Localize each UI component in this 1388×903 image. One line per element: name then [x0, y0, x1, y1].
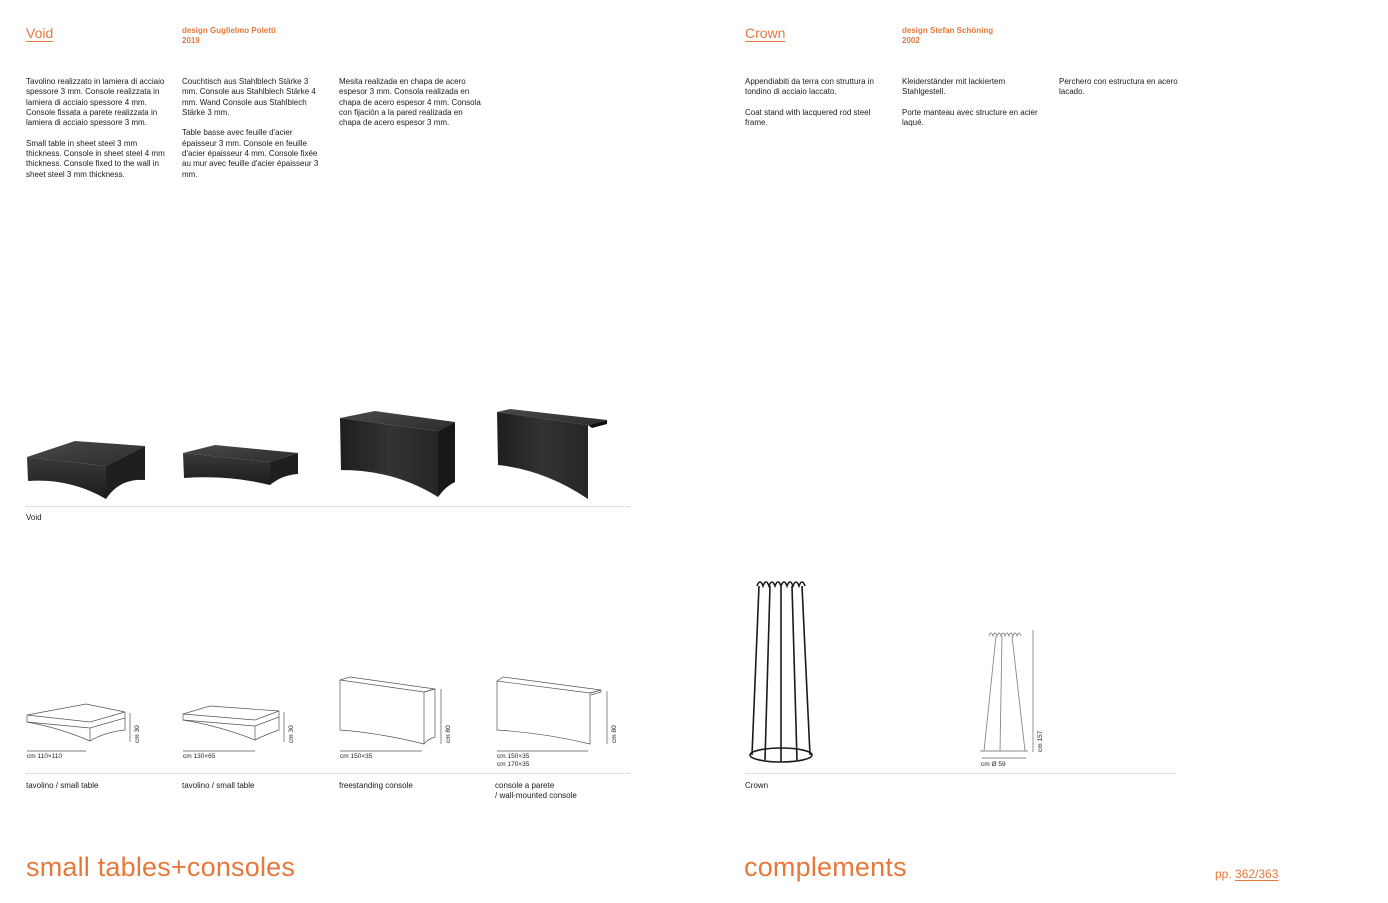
description-it-en-crown: Appendiabiti da terra con struttura in tondino di acciaio laccato. Coat stand with lacquered rod steel frame.: [745, 77, 874, 128]
description-de-fr: Couchtisch aus Stahlblech Stärke 3 mm. Console aus Stahlblech Stärke 4 mm. Wand Console aus Stahlblech Stärke 3 mm. Table basse avec feuille d'acier épaisseur 3 mm. Console en feuille d'acier épaisseur 4 mm. Console fixée au mur avec feuille d'acier épaisseur 3 mm.: [182, 77, 319, 179]
height-crown: cm 157: [1037, 730, 1044, 752]
height-drawing-1: cm 30: [134, 725, 141, 743]
caption-drawing-2: tavolino / small table: [182, 781, 255, 790]
section-title-right: complements: [744, 852, 907, 882]
description-es-crown: Perchero con estructura en acero lacado.: [1059, 77, 1178, 97]
page-numbers-link[interactable]: 362/363: [1235, 867, 1279, 881]
caption-crown: Crown: [745, 781, 769, 790]
caption-drawing-1: tavolino / small table: [26, 781, 99, 790]
caption-drawing-3: freestanding console: [339, 781, 413, 790]
dims-drawing-2: cm 130×65: [183, 753, 216, 760]
dims-drawing-3: cm 150×35: [340, 753, 373, 760]
design-year: 2019: [182, 36, 200, 45]
caption-drawing-4: console a parete / wall-mounted console: [495, 781, 577, 800]
product-title-void: Void: [26, 25, 54, 41]
photo-caption-void: Void: [26, 513, 42, 522]
page-reference: [1215, 867, 1278, 881]
designer-name: design Stefan Schöning: [902, 26, 994, 35]
description-de-fr-crown: Kleiderständer mit lackiertem Stahlgestell. Porte manteau avec structure en acier laqué.: [902, 77, 1038, 128]
height-drawing-2: cm 30: [288, 725, 295, 743]
description-it-en: Tavolino realizzato in lamiera di acciaio spessore 3 mm. Console realizzata in lamiera di acciaio spessore 4 mm. Console fissata a parete realizzata in lamiera di acciaio spessore 3 mm. Small table in sheet steel 3 mm thickness. Console in sheet steel 4 mm thickness. Console fixed to the wall in sheet steel 3 mm thickness.: [26, 77, 165, 179]
product-title-crown: Crown: [745, 25, 786, 41]
description-es: Mesita realizada en chapa de acero espesor 3 mm. Consola realizada en chapa de acero espesor 4 mm. Consola con fijación a la pared realizada en chapa de acero espesor 3 mm.: [339, 77, 481, 128]
dims-crown: cm Ø 59: [981, 761, 1006, 768]
height-drawing-3: cm 80: [445, 725, 452, 743]
dims-drawing-1: cm 110×110: [27, 753, 62, 760]
designer-name: design Guglielmo Poletti: [182, 26, 276, 35]
divider-crown: [745, 773, 1175, 774]
height-drawing-4: cm 80: [611, 725, 618, 743]
design-year: 2002: [902, 36, 920, 45]
section-title-left: small tables+consoles: [26, 852, 296, 882]
page-prefix: pp.: [1215, 867, 1232, 881]
dims-drawing-4: cm 150×35 cm 170×35: [497, 753, 530, 768]
